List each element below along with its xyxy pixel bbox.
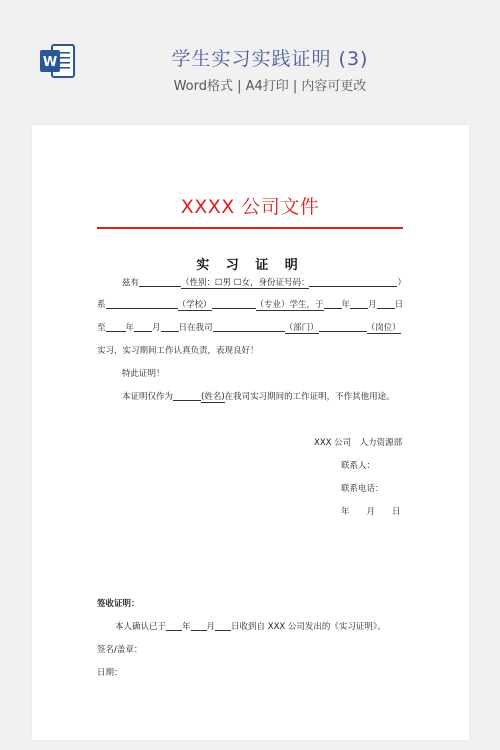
header-divider <box>97 227 403 229</box>
receipt-year-blank <box>166 620 182 631</box>
receipt-month-blank <box>191 620 207 631</box>
year-label: 年 <box>341 300 351 310</box>
signature-phone: 联系电话： <box>341 484 384 494</box>
name-blank-2 <box>173 390 201 401</box>
receipt-day-blank <box>215 620 231 631</box>
start-year-blank <box>324 298 342 309</box>
document-title: 实 习 证 明 <box>196 258 304 273</box>
dept-label: （部门） <box>284 323 319 333</box>
body-line-1 <box>122 276 406 288</box>
start-month-blank <box>350 298 368 309</box>
body-line-6 <box>122 390 395 402</box>
dept-blank <box>213 321 285 332</box>
receipt-date: 日期： <box>97 668 123 678</box>
receipt-line <box>115 620 386 632</box>
receipt-suffix: 日收到自 XXX 公司发出的《实习证明》。 <box>231 622 386 632</box>
line6-suffix: 在我司实习期间的工作证明，不作其他用途。 <box>224 392 395 402</box>
line3-company: 日在我司 <box>178 323 213 333</box>
post-label: （岗位） <box>366 323 401 333</box>
receipt-heading: 签收证明： <box>97 599 140 609</box>
start-day-blank <box>377 298 395 309</box>
company-header: XXXX 公司文件 <box>180 196 320 218</box>
id-blank <box>309 276 397 287</box>
line2-prefix: 系 <box>97 300 106 310</box>
body-line-2 <box>97 298 403 310</box>
receipt-sign: 签名/盖章： <box>97 645 143 655</box>
end-day-blank <box>161 321 179 332</box>
school-label: （学校） <box>177 300 212 310</box>
end-year-blank <box>106 321 126 332</box>
month-label: 月 <box>152 323 161 333</box>
month-label: 月 <box>368 300 377 310</box>
signature-contact: 联系人： <box>341 461 376 471</box>
svg-text:W: W <box>42 55 58 70</box>
signature-date: 年 月 日 <box>341 507 401 517</box>
signature-org: XXX 公司 人力资源部 <box>314 438 403 448</box>
school-blank <box>106 298 178 309</box>
line3-prefix: 至 <box>97 323 106 333</box>
month-label: 月 <box>206 622 216 632</box>
body-line-4: 实习，实习期间工作认真负责，表现良好！ <box>97 346 259 356</box>
name-label: (姓名) <box>201 392 225 402</box>
body-line-3 <box>97 321 401 333</box>
page-title: 学生实习实践证明 (3) <box>171 48 369 70</box>
receipt-prefix: 本人确认已于 <box>115 622 167 632</box>
major-blank <box>212 298 256 309</box>
day-label: 日 <box>394 300 404 310</box>
line1-middle: （性别：☐男 ☐女，身份证号码： <box>181 278 310 288</box>
line1-suffix: ） <box>397 278 406 288</box>
body-line-5: 特此证明！ <box>122 369 165 379</box>
year-label: 年 <box>125 323 135 333</box>
name-blank <box>139 276 181 287</box>
post-blank <box>319 321 367 332</box>
end-month-blank <box>134 321 152 332</box>
major-label: （专业）学生，于 <box>255 300 324 310</box>
line1-prefix: 兹有 <box>122 278 140 288</box>
year-label: 年 <box>182 622 191 632</box>
line6-prefix: 本证明仅作为 <box>122 392 174 402</box>
page-subtitle: Word格式 | A4打印 | 内容可更改 <box>173 79 367 94</box>
